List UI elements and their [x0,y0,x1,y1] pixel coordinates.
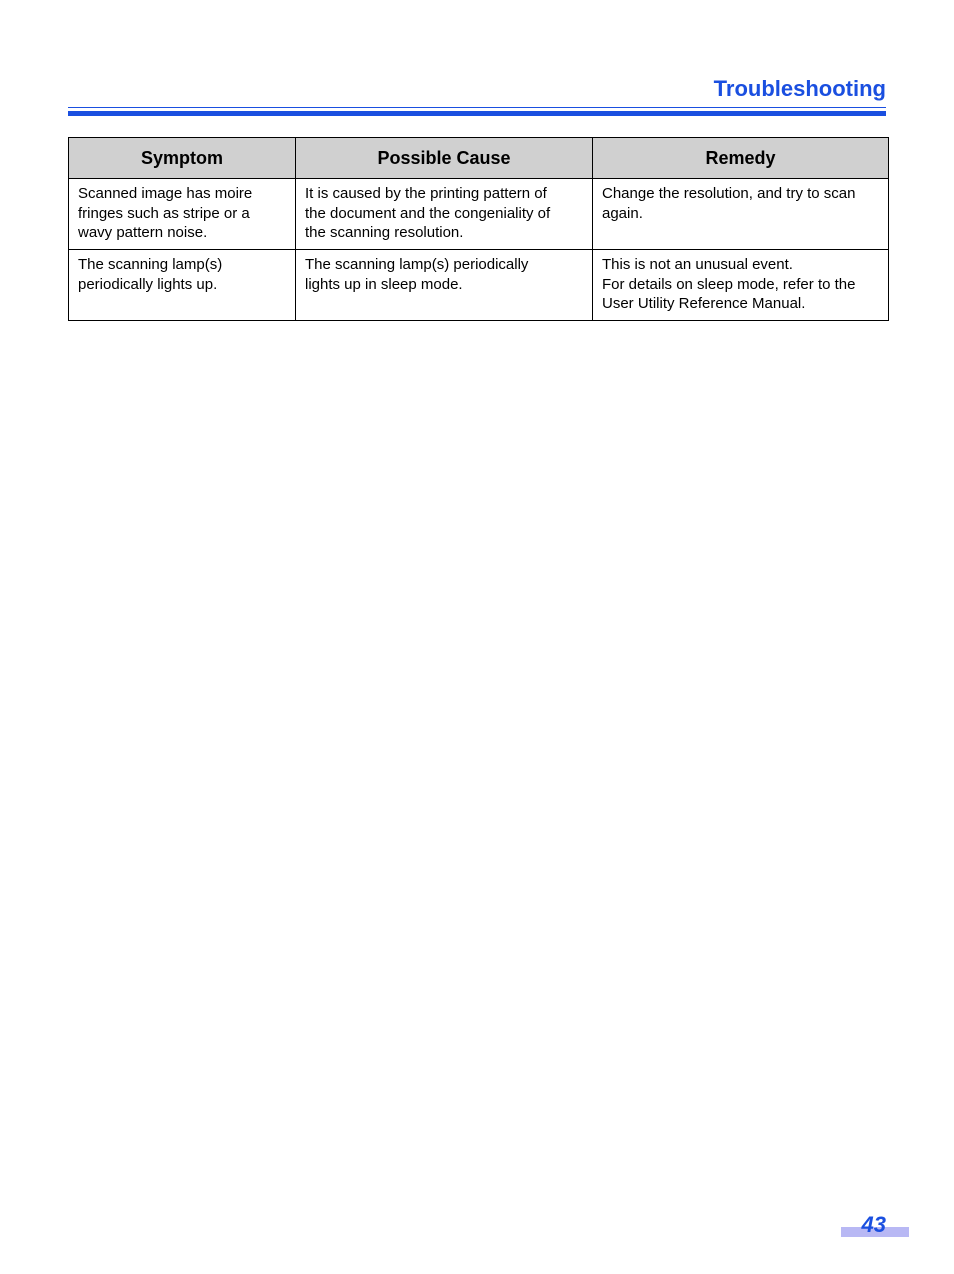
remedy-line: For details on sleep mode, refer to the [602,275,856,293]
page-number: 43 [861,1212,886,1237]
column-header-symptom: Symptom [69,138,296,179]
cause-line: the document and the congeniality of [305,204,551,222]
remedy-cell [593,250,889,321]
header-rule-thin [68,107,886,108]
remedy-cell [593,179,889,250]
symptom-line: periodically lights up. [78,275,218,293]
troubleshooting-table [68,137,889,321]
remedy-line: again. [602,204,643,222]
table-row [69,179,889,250]
symptom-line: Scanned image has moire [78,185,253,202]
symptom-cell [69,179,296,250]
symptom-line: fringes such as stripe or a [78,204,250,222]
table-header-row [69,138,889,179]
cause-cell [296,179,593,250]
column-header-remedy: Remedy [593,138,889,179]
section-title: Troubleshooting [713,76,886,101]
symptom-line: wavy pattern noise. [78,224,208,241]
symptom-line: The scanning lamp(s) [78,256,223,273]
cause-line: lights up in sleep mode. [305,275,463,293]
table-row [69,250,889,321]
cause-line: The scanning lamp(s) periodically [305,256,529,273]
symptom-cell [69,250,296,321]
remedy-line: This is not an unusual event. [602,256,793,273]
header-rule-thick [68,111,886,116]
cause-line: the scanning resolution. [305,224,464,241]
remedy-line: Change the resolution, and try to scan [602,185,856,202]
column-header-possible-cause: Possible Cause [296,138,593,179]
remedy-line: User Utility Reference Manual. [602,295,806,312]
cause-cell [296,250,593,321]
cause-line: It is caused by the printing pattern of [305,185,547,202]
